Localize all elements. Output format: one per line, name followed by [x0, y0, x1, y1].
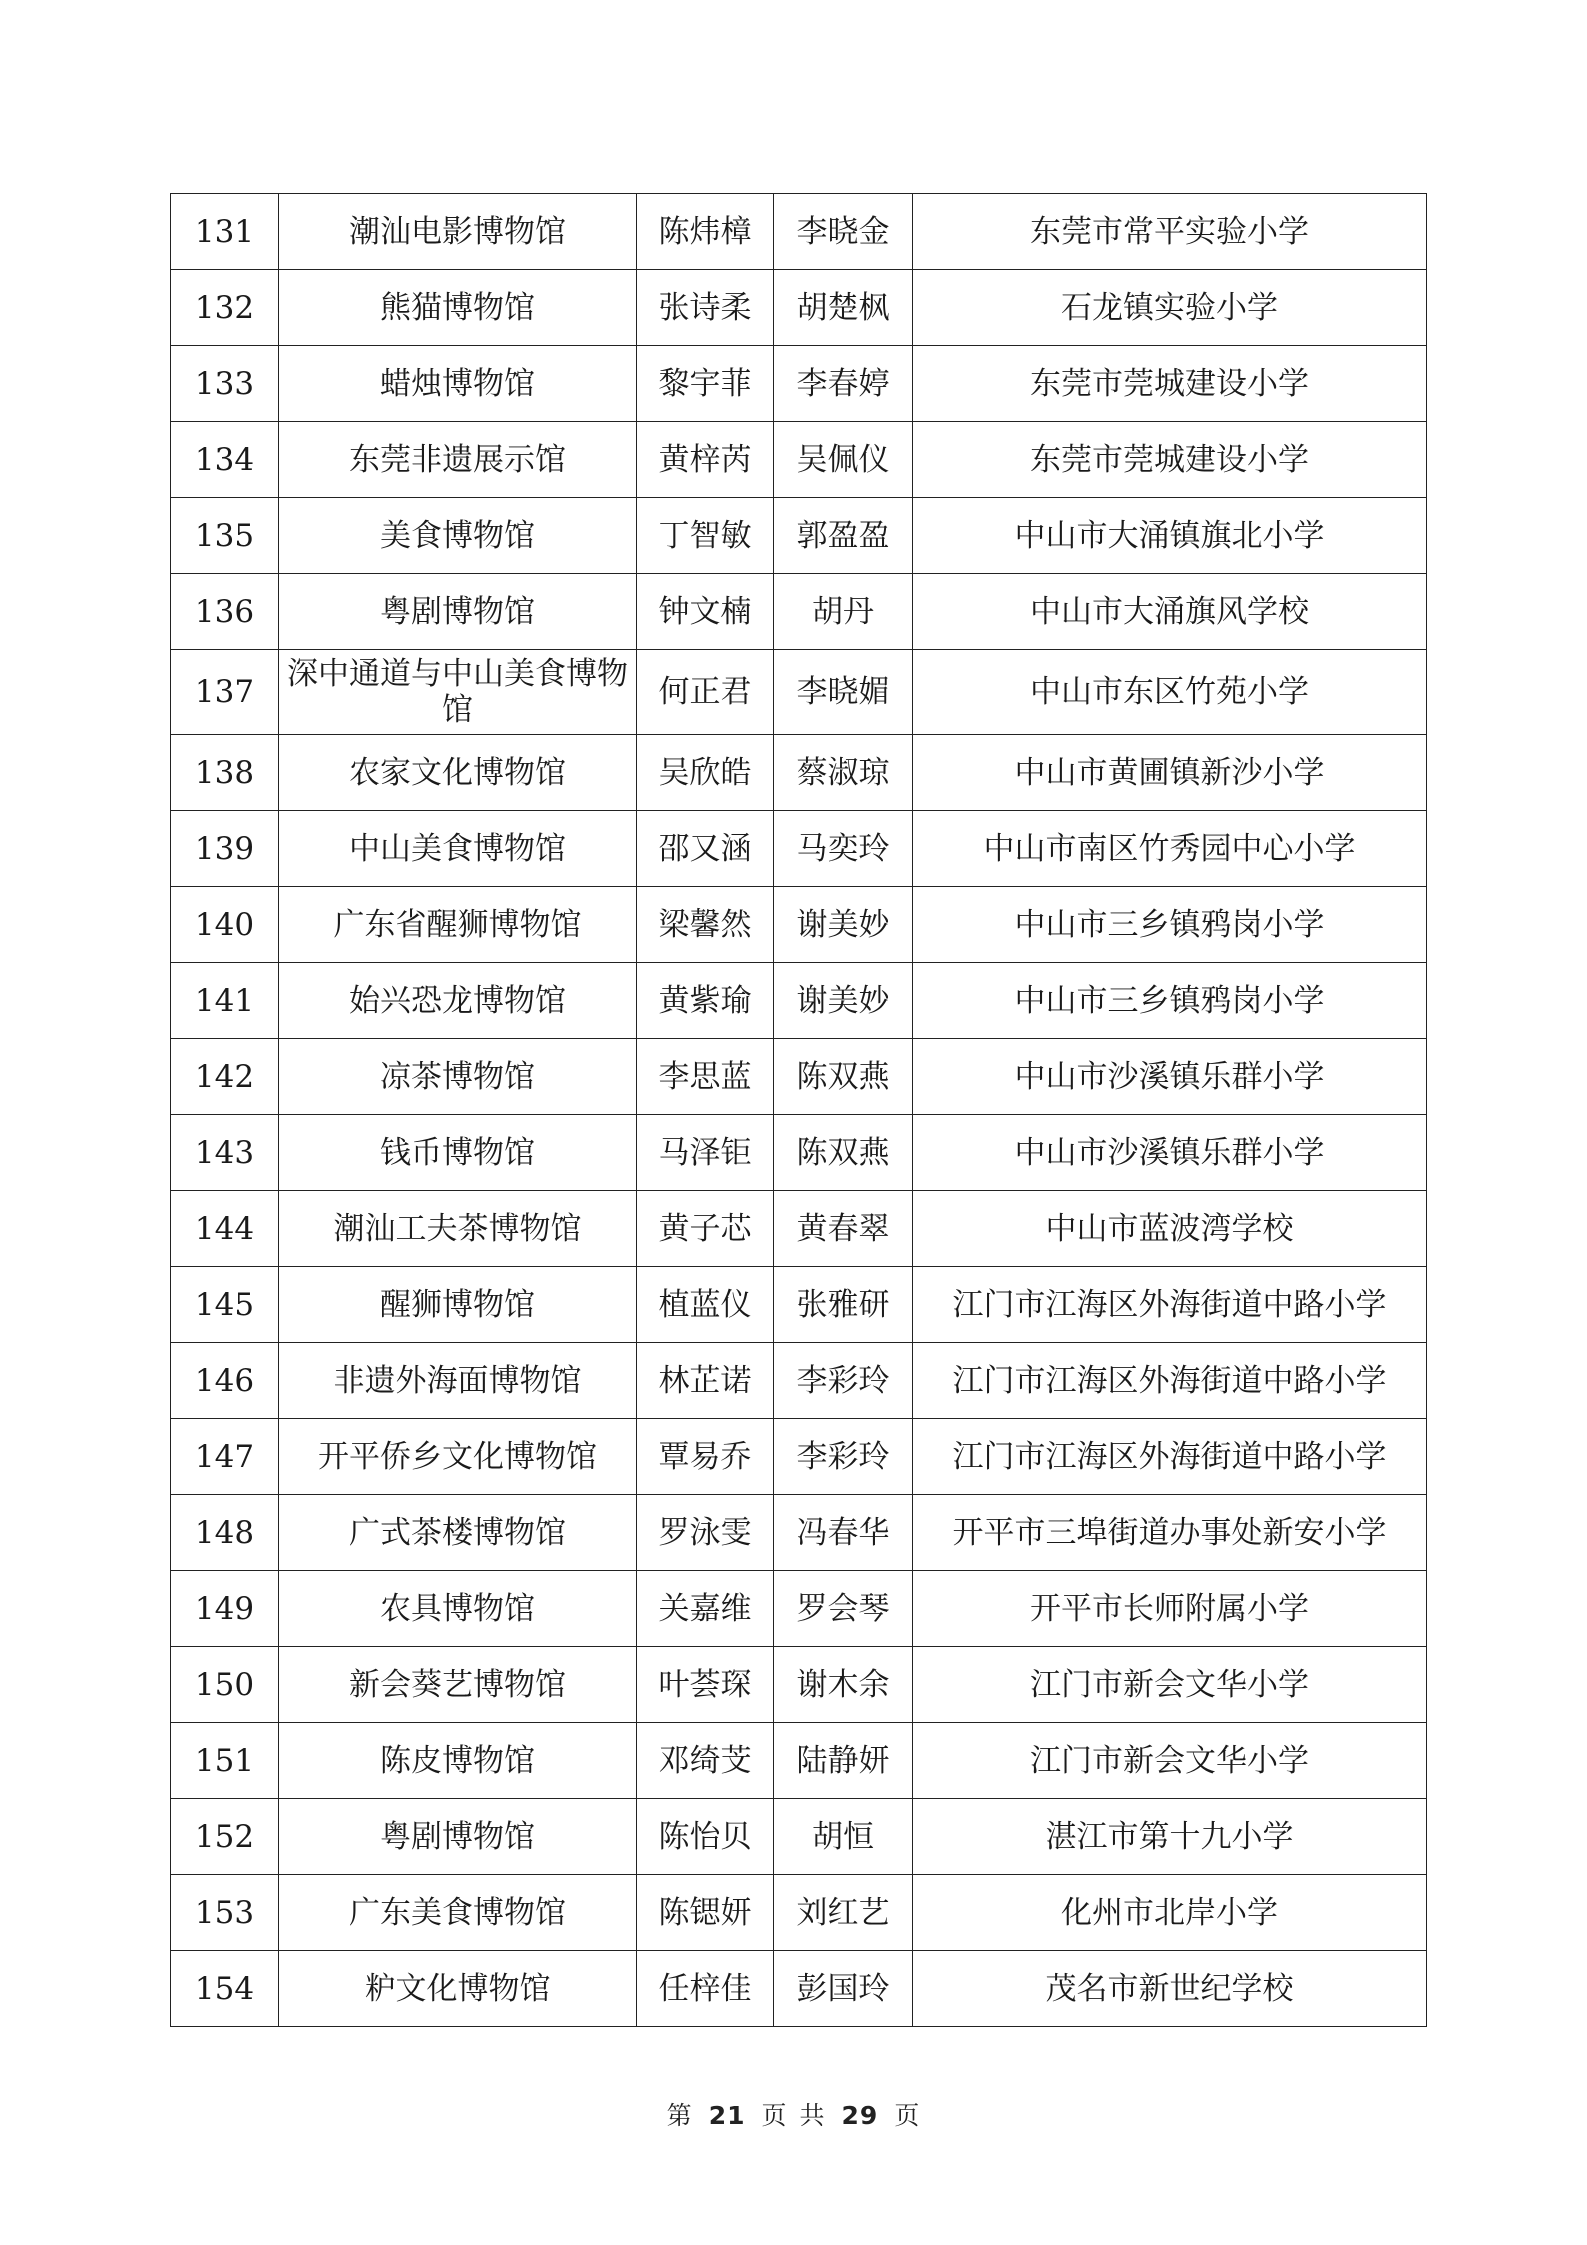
school-name-cell: 东莞市常平实验小学: [913, 194, 1427, 270]
table-row: [171, 574, 1427, 650]
school-name-cell: 茂名市新世纪学校: [913, 1951, 1427, 2027]
student-name-cell: 邵又涵: [637, 811, 774, 887]
teacher-name-cell: 马奕玲: [774, 811, 913, 887]
museum-name-cell: 潮汕工夫茶博物馆: [279, 1191, 637, 1267]
student-name-cell: 何正君: [637, 650, 774, 735]
row-number-cell: 140: [171, 887, 279, 963]
school-name-cell: 开平市长师附属小学: [913, 1571, 1427, 1647]
student-name-cell: 关嘉维: [637, 1571, 774, 1647]
student-name-cell: 黄紫瑜: [637, 963, 774, 1039]
roster-table-body: [171, 194, 1427, 2027]
teacher-name-cell: 彭国玲: [774, 1951, 913, 2027]
row-number-cell: 153: [171, 1875, 279, 1951]
row-number-cell: 150: [171, 1647, 279, 1723]
table-row: [171, 498, 1427, 574]
teacher-name-cell: 郭盈盈: [774, 498, 913, 574]
school-name-cell: 东莞市莞城建设小学: [913, 422, 1427, 498]
museum-name-cell: 农具博物馆: [279, 1571, 637, 1647]
school-name-cell: 化州市北岸小学: [913, 1875, 1427, 1951]
footer-page-word: 页: [761, 2101, 788, 2130]
row-number-cell: 132: [171, 270, 279, 346]
school-name-cell: 江门市江海区外海街道中路小学: [913, 1419, 1427, 1495]
footer-total-word: 共: [799, 2101, 826, 2130]
table-row: [171, 1115, 1427, 1191]
teacher-name-cell: 李晓金: [774, 194, 913, 270]
row-number-cell: 148: [171, 1495, 279, 1571]
school-name-cell: 开平市三埠街道办事处新安小学: [913, 1495, 1427, 1571]
museum-name-cell: 熊猫博物馆: [279, 270, 637, 346]
page-footer: [0, 2096, 1587, 2132]
museum-name-cell: 醒狮博物馆: [279, 1267, 637, 1343]
school-name-cell: 中山市沙溪镇乐群小学: [913, 1039, 1427, 1115]
school-name-cell: 江门市江海区外海街道中路小学: [913, 1267, 1427, 1343]
school-name-cell: 中山市东区竹苑小学: [913, 650, 1427, 735]
row-number-cell: 149: [171, 1571, 279, 1647]
total-page-number: 29: [841, 2101, 879, 2130]
student-name-cell: 任梓佳: [637, 1951, 774, 2027]
school-name-cell: 中山市南区竹秀园中心小学: [913, 811, 1427, 887]
student-name-cell: 黄子芯: [637, 1191, 774, 1267]
table-row: [171, 422, 1427, 498]
museum-name-cell: 钱币博物馆: [279, 1115, 637, 1191]
teacher-name-cell: 黄春翠: [774, 1191, 913, 1267]
museum-name-cell: 粐文化博物馆: [279, 1951, 637, 2027]
museum-name-cell: 凉茶博物馆: [279, 1039, 637, 1115]
museum-name-cell: 广式茶楼博物馆: [279, 1495, 637, 1571]
museum-name-cell: 新会葵艺博物馆: [279, 1647, 637, 1723]
row-number-cell: 137: [171, 650, 279, 735]
row-number-cell: 145: [171, 1267, 279, 1343]
table-row: [171, 1875, 1427, 1951]
teacher-name-cell: 胡楚枫: [774, 270, 913, 346]
student-name-cell: 植蓝仪: [637, 1267, 774, 1343]
table-row: [171, 1191, 1427, 1267]
student-name-cell: 丁智敏: [637, 498, 774, 574]
museum-name-cell: 农家文化博物馆: [279, 735, 637, 811]
teacher-name-cell: 李彩玲: [774, 1343, 913, 1419]
footer-suffix: 页: [894, 2101, 921, 2130]
museum-name-cell: 广东美食博物馆: [279, 1875, 637, 1951]
table-row: [171, 1267, 1427, 1343]
museum-name-cell: 陈皮博物馆: [279, 1723, 637, 1799]
row-number-cell: 141: [171, 963, 279, 1039]
table-row: [171, 1571, 1427, 1647]
table-row: [171, 650, 1427, 735]
teacher-name-cell: 胡恒: [774, 1799, 913, 1875]
teacher-name-cell: 陆静妍: [774, 1723, 913, 1799]
school-name-cell: 中山市三乡镇鸦岗小学: [913, 887, 1427, 963]
row-number-cell: 144: [171, 1191, 279, 1267]
student-name-cell: 陈怡贝: [637, 1799, 774, 1875]
museum-name-cell: 蜡烛博物馆: [279, 346, 637, 422]
table-row: [171, 1495, 1427, 1571]
table-row: [171, 270, 1427, 346]
student-name-cell: 罗泳雯: [637, 1495, 774, 1571]
row-number-cell: 142: [171, 1039, 279, 1115]
row-number-cell: 147: [171, 1419, 279, 1495]
row-number-cell: 135: [171, 498, 279, 574]
museum-name-cell: 广东省醒狮博物馆: [279, 887, 637, 963]
school-name-cell: 东莞市莞城建设小学: [913, 346, 1427, 422]
school-name-cell: 江门市新会文华小学: [913, 1723, 1427, 1799]
student-name-cell: 梁馨然: [637, 887, 774, 963]
student-name-cell: 李思蓝: [637, 1039, 774, 1115]
school-name-cell: 中山市大涌旗风学校: [913, 574, 1427, 650]
teacher-name-cell: 陈双燕: [774, 1039, 913, 1115]
teacher-name-cell: 陈双燕: [774, 1115, 913, 1191]
table-row: [171, 1723, 1427, 1799]
table-row: [171, 194, 1427, 270]
museum-name-cell: 粤剧博物馆: [279, 574, 637, 650]
school-name-cell: 中山市蓝波湾学校: [913, 1191, 1427, 1267]
museum-name-cell: 非遗外海面博物馆: [279, 1343, 637, 1419]
student-name-cell: 林芷诺: [637, 1343, 774, 1419]
student-name-cell: 陈锶妍: [637, 1875, 774, 1951]
teacher-name-cell: 刘红艺: [774, 1875, 913, 1951]
teacher-name-cell: 李春婷: [774, 346, 913, 422]
museum-name-cell: 东莞非遗展示馆: [279, 422, 637, 498]
student-name-cell: 张诗柔: [637, 270, 774, 346]
teacher-name-cell: 胡丹: [774, 574, 913, 650]
school-name-cell: 湛江市第十九小学: [913, 1799, 1427, 1875]
teacher-name-cell: 张雅研: [774, 1267, 913, 1343]
teacher-name-cell: 吴佩仪: [774, 422, 913, 498]
student-name-cell: 黄梓芮: [637, 422, 774, 498]
student-name-cell: 邓绮芠: [637, 1723, 774, 1799]
museum-name-cell: 中山美食博物馆: [279, 811, 637, 887]
student-name-cell: 马泽钜: [637, 1115, 774, 1191]
school-name-cell: 中山市黄圃镇新沙小学: [913, 735, 1427, 811]
teacher-name-cell: 李彩玲: [774, 1419, 913, 1495]
roster-table: [170, 193, 1427, 2027]
table-row: [171, 1647, 1427, 1723]
table-row: [171, 735, 1427, 811]
row-number-cell: 138: [171, 735, 279, 811]
table-row: [171, 811, 1427, 887]
roster-sheet: [170, 193, 1426, 2027]
table-row: [171, 887, 1427, 963]
museum-name-cell: 粤剧博物馆: [279, 1799, 637, 1875]
museum-name-cell: 深中通道与中山美食博物馆: [279, 650, 637, 735]
museum-name-cell: 美食博物馆: [279, 498, 637, 574]
row-number-cell: 152: [171, 1799, 279, 1875]
teacher-name-cell: 李晓媚: [774, 650, 913, 735]
teacher-name-cell: 谢美妙: [774, 963, 913, 1039]
student-name-cell: 吴欣皓: [637, 735, 774, 811]
teacher-name-cell: 谢木余: [774, 1647, 913, 1723]
row-number-cell: 133: [171, 346, 279, 422]
teacher-name-cell: 冯春华: [774, 1495, 913, 1571]
table-row: [171, 1951, 1427, 2027]
museum-name-cell: 开平侨乡文化博物馆: [279, 1419, 637, 1495]
row-number-cell: 131: [171, 194, 279, 270]
footer-prefix: 第: [666, 2101, 693, 2130]
school-name-cell: 江门市新会文华小学: [913, 1647, 1427, 1723]
school-name-cell: 中山市大涌镇旗北小学: [913, 498, 1427, 574]
teacher-name-cell: 谢美妙: [774, 887, 913, 963]
school-name-cell: 江门市江海区外海街道中路小学: [913, 1343, 1427, 1419]
school-name-cell: 中山市三乡镇鸦岗小学: [913, 963, 1427, 1039]
table-row: [171, 1039, 1427, 1115]
row-number-cell: 154: [171, 1951, 279, 2027]
row-number-cell: 136: [171, 574, 279, 650]
museum-name-cell: 始兴恐龙博物馆: [279, 963, 637, 1039]
row-number-cell: 143: [171, 1115, 279, 1191]
table-row: [171, 1343, 1427, 1419]
student-name-cell: 黎宇菲: [637, 346, 774, 422]
row-number-cell: 139: [171, 811, 279, 887]
school-name-cell: 石龙镇实验小学: [913, 270, 1427, 346]
row-number-cell: 146: [171, 1343, 279, 1419]
student-name-cell: 陈炜樟: [637, 194, 774, 270]
row-number-cell: 134: [171, 422, 279, 498]
table-row: [171, 963, 1427, 1039]
teacher-name-cell: 蔡淑琼: [774, 735, 913, 811]
row-number-cell: 151: [171, 1723, 279, 1799]
school-name-cell: 中山市沙溪镇乐群小学: [913, 1115, 1427, 1191]
museum-name-cell: 潮汕电影博物馆: [279, 194, 637, 270]
student-name-cell: 覃易乔: [637, 1419, 774, 1495]
student-name-cell: 叶荟琛: [637, 1647, 774, 1723]
table-row: [171, 346, 1427, 422]
table-row: [171, 1799, 1427, 1875]
current-page-number: 21: [708, 2101, 746, 2130]
teacher-name-cell: 罗会琴: [774, 1571, 913, 1647]
student-name-cell: 钟文楠: [637, 574, 774, 650]
table-row: [171, 1419, 1427, 1495]
